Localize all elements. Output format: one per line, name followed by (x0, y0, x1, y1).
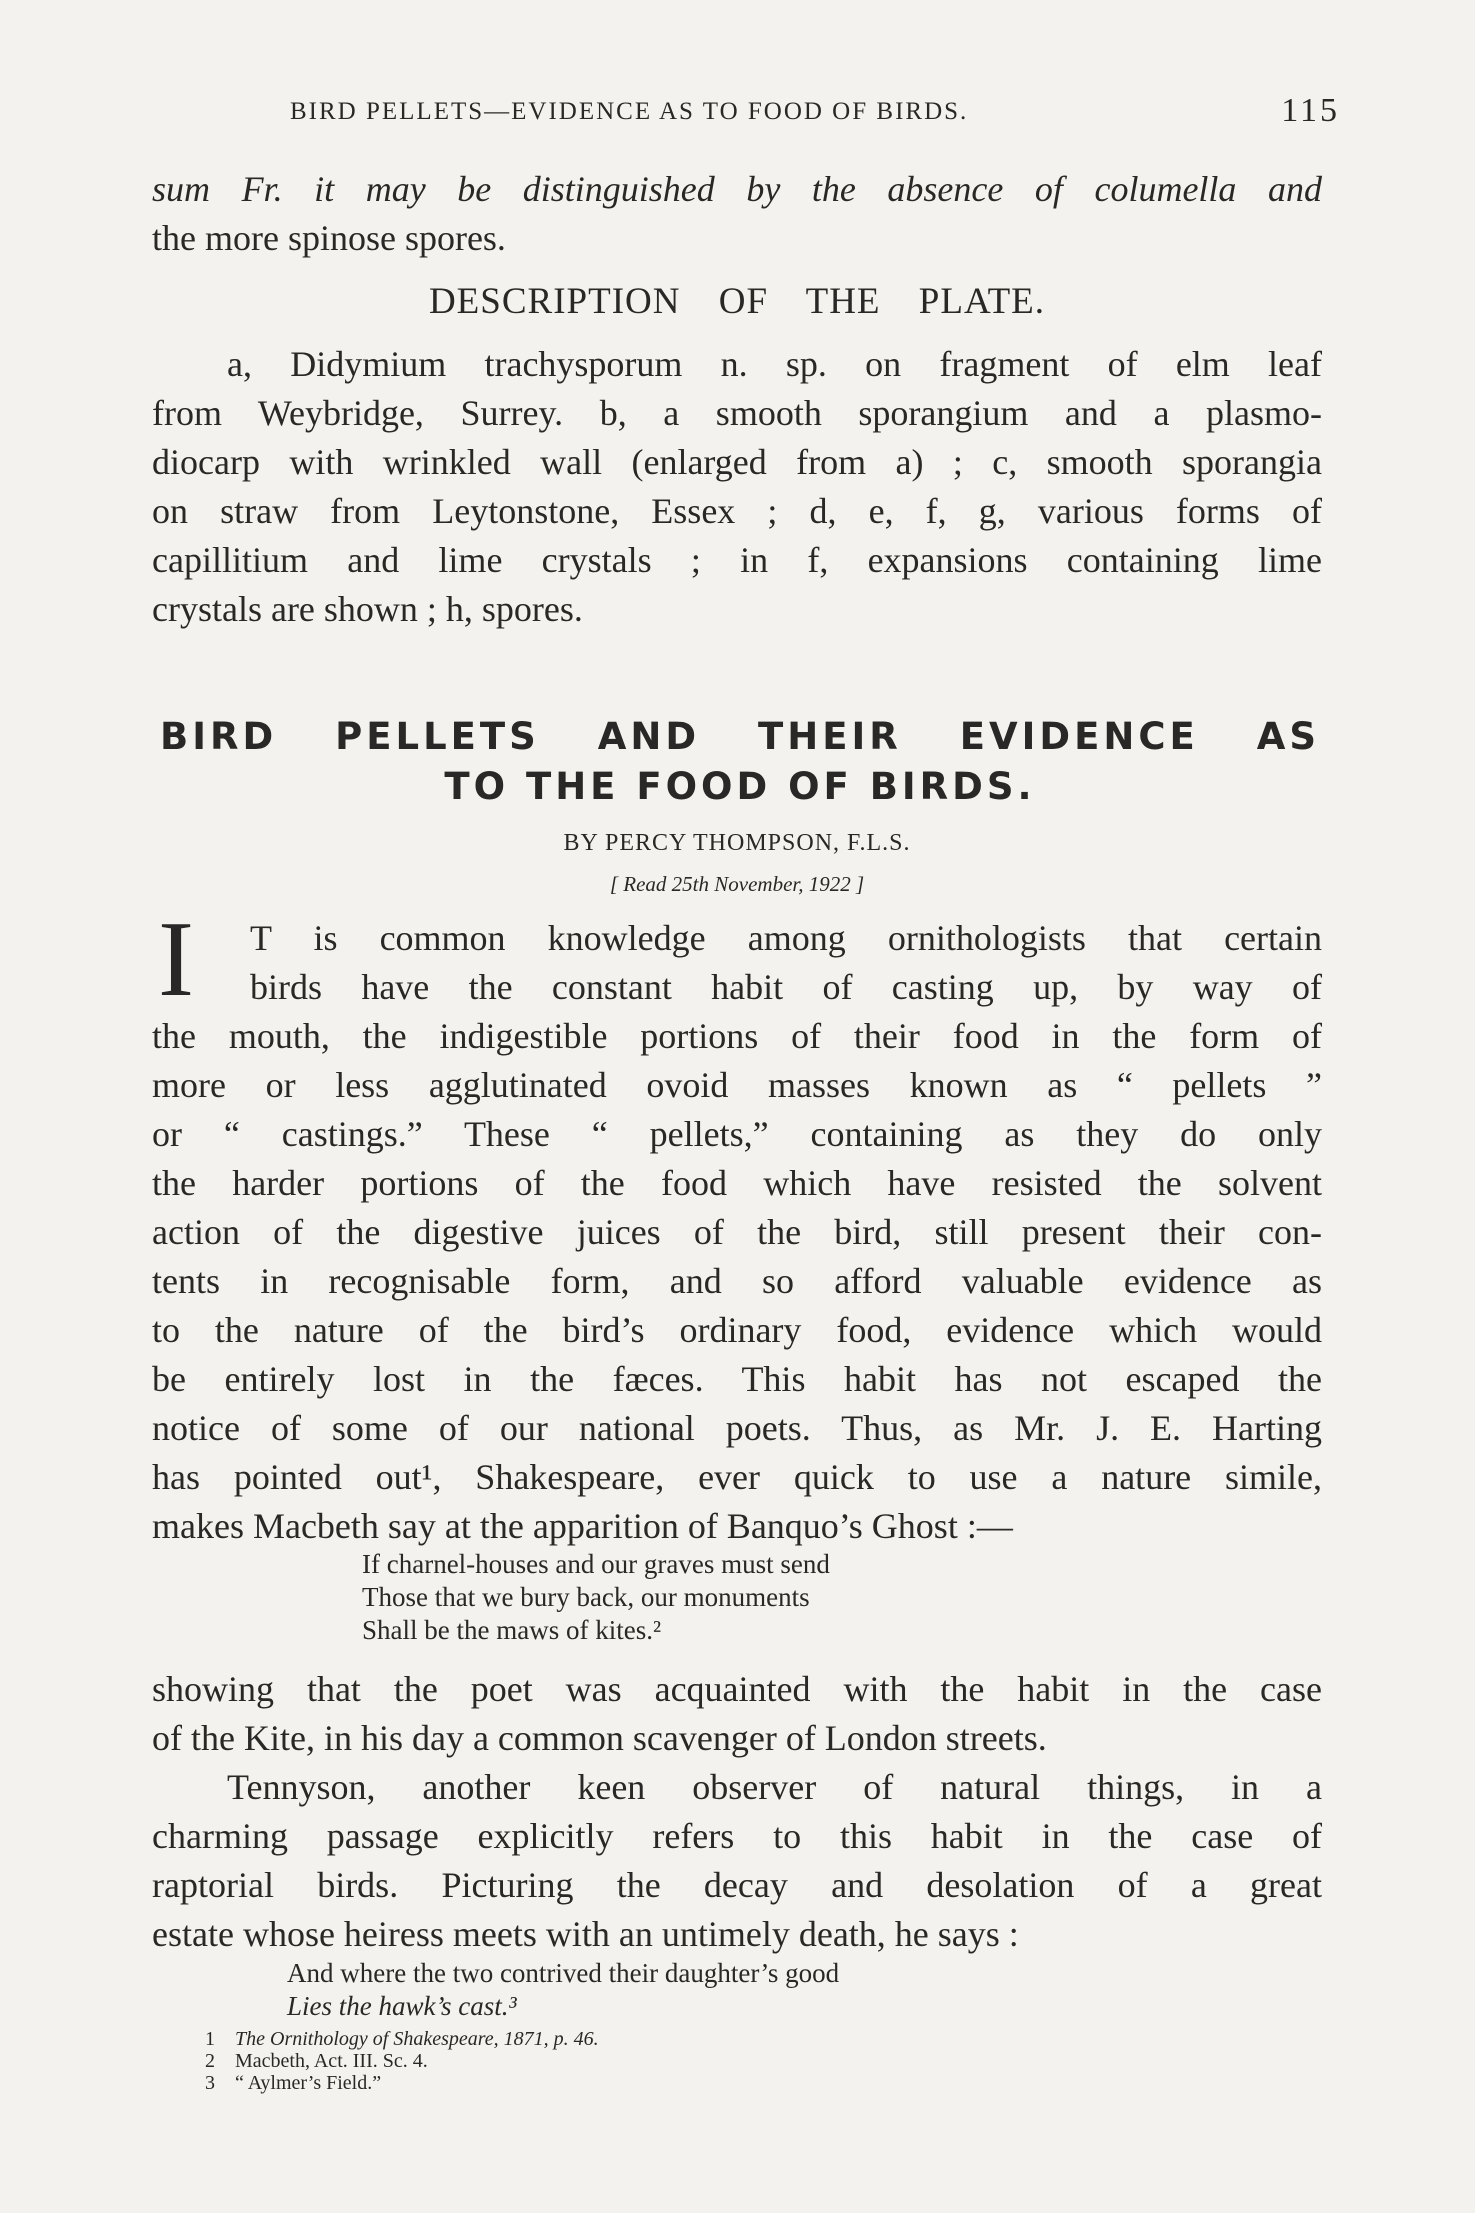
text-line: T is common knowledge among ornithologists that certain (250, 918, 1322, 958)
plate-description (152, 340, 1322, 634)
verse-line: If charnel-houses and our graves must send (362, 1549, 830, 1579)
text-line: crystals are shown ; h, spores. (152, 589, 583, 629)
footnote-number: 1 (205, 2028, 215, 2050)
text-line: the harder portions of the food which have resisted the solvent (152, 1163, 1322, 1203)
text-line: be entirely lost in the fæces. This habit has not escaped the (152, 1359, 1322, 1399)
text-line: the more spinose spores. (152, 218, 506, 258)
footnote-text: “ Aylmer’s Field.” (235, 2072, 382, 2094)
text-line: from Weybridge, Surrey. b, a smooth sporangium and a plasmo- (152, 393, 1322, 433)
article-title (160, 712, 1320, 812)
footnote (205, 2028, 599, 2050)
verse-quote-tennyson (287, 1957, 839, 2023)
text-line: sum Fr. it may be distinguished by the absence of columella and (152, 169, 1322, 209)
text-line: to the nature of the bird’s ordinary food, evidence which would (152, 1310, 1322, 1350)
verse-line: Those that we bury back, our monuments (362, 1582, 810, 1612)
text-line: on straw from Leytonstone, Essex ; d, e, f, g, various forms of (152, 491, 1322, 531)
text-line: Tennyson, another keen observer of natural things, in a (227, 1767, 1322, 1807)
text-line: diocarp with wrinkled wall (enlarged from a) ; c, smooth sporangia (152, 442, 1322, 482)
verse-line: Lies the hawk’s cast.³ (287, 1991, 517, 2021)
text-line: estate whose heiress meets with an untimely death, he says : (152, 1914, 1019, 1954)
text-line: or “ castings.” These “ pellets,” containing as they do only (152, 1114, 1322, 1154)
plate-heading: DESCRIPTION OF THE PLATE. (428, 281, 1046, 322)
text-line: has pointed out¹, Shakespeare, ever quick to use a nature simile, (152, 1457, 1322, 1497)
text-line: birds have the constant habit of casting up, by way of (250, 967, 1322, 1007)
footnote (205, 2072, 599, 2094)
page-number: 115 (1281, 92, 1340, 129)
paragraph-3 (152, 1763, 1322, 1959)
footnote-text: Macbeth, Act. III. Sc. 4. (235, 2050, 428, 2072)
text-line: capillitium and lime crystals ; in f, expansions containing lime (152, 540, 1322, 580)
footnote-number: 2 (205, 2050, 215, 2072)
verse-line: Shall be the maws of kites.² (362, 1615, 662, 1645)
verse-line: And where the two contrived their daughter’s good (287, 1958, 840, 1988)
footnotes (205, 2028, 599, 2094)
running-head-title: BIRD PELLETS—EVIDENCE AS TO FOOD OF BIRDS. (290, 98, 969, 125)
text-line: tents in recognisable form, and so afford valuable evidence as (152, 1261, 1322, 1301)
text-line: showing that the poet was acquainted with the habit in the case (152, 1669, 1322, 1709)
footnote-number: 3 (205, 2072, 215, 2094)
text-line: a, Didymium trachysporum n. sp. on fragment of elm leaf (227, 344, 1322, 384)
article-byline: BY PERCY THOMPSON, F.L.S. (563, 830, 911, 856)
text-line: makes Macbeth say at the apparition of Banquo’s Ghost :— (152, 1506, 1013, 1546)
continuation-paragraph (152, 165, 1322, 263)
verse-quote-macbeth (362, 1548, 830, 1647)
text-line: raptorial birds. Picturing the decay and desolation of a great (152, 1865, 1322, 1905)
paragraph-1 (152, 914, 1322, 1551)
read-date: [ Read 25th November, 1922 ] (609, 872, 865, 896)
drop-cap: I (158, 900, 194, 1019)
text-line: action of the digestive juices of the bird, still present their con- (152, 1212, 1322, 1252)
text-line: more or less agglutinated ovoid masses known as “ pellets ” (152, 1065, 1322, 1105)
text-line: notice of some of our national poets. Thus, as Mr. J. E. Harting (152, 1408, 1322, 1448)
text-line: the mouth, the indigestible portions of their food in the form of (152, 1016, 1322, 1056)
paragraph-2 (152, 1665, 1322, 1763)
article-title-line: BIRD PELLETS AND THEIR EVIDENCE AS (160, 715, 1320, 758)
text-line: charming passage explicitly refers to this habit in the case of (152, 1816, 1322, 1856)
footnote (205, 2050, 599, 2072)
text-line: of the Kite, in his day a common scavenger of London streets. (152, 1718, 1047, 1758)
article-title-line: TO THE FOOD OF BIRDS. (444, 765, 1036, 808)
footnote-text: The Ornithology of Shakespeare, 1871, p. 46. (235, 2028, 599, 2050)
